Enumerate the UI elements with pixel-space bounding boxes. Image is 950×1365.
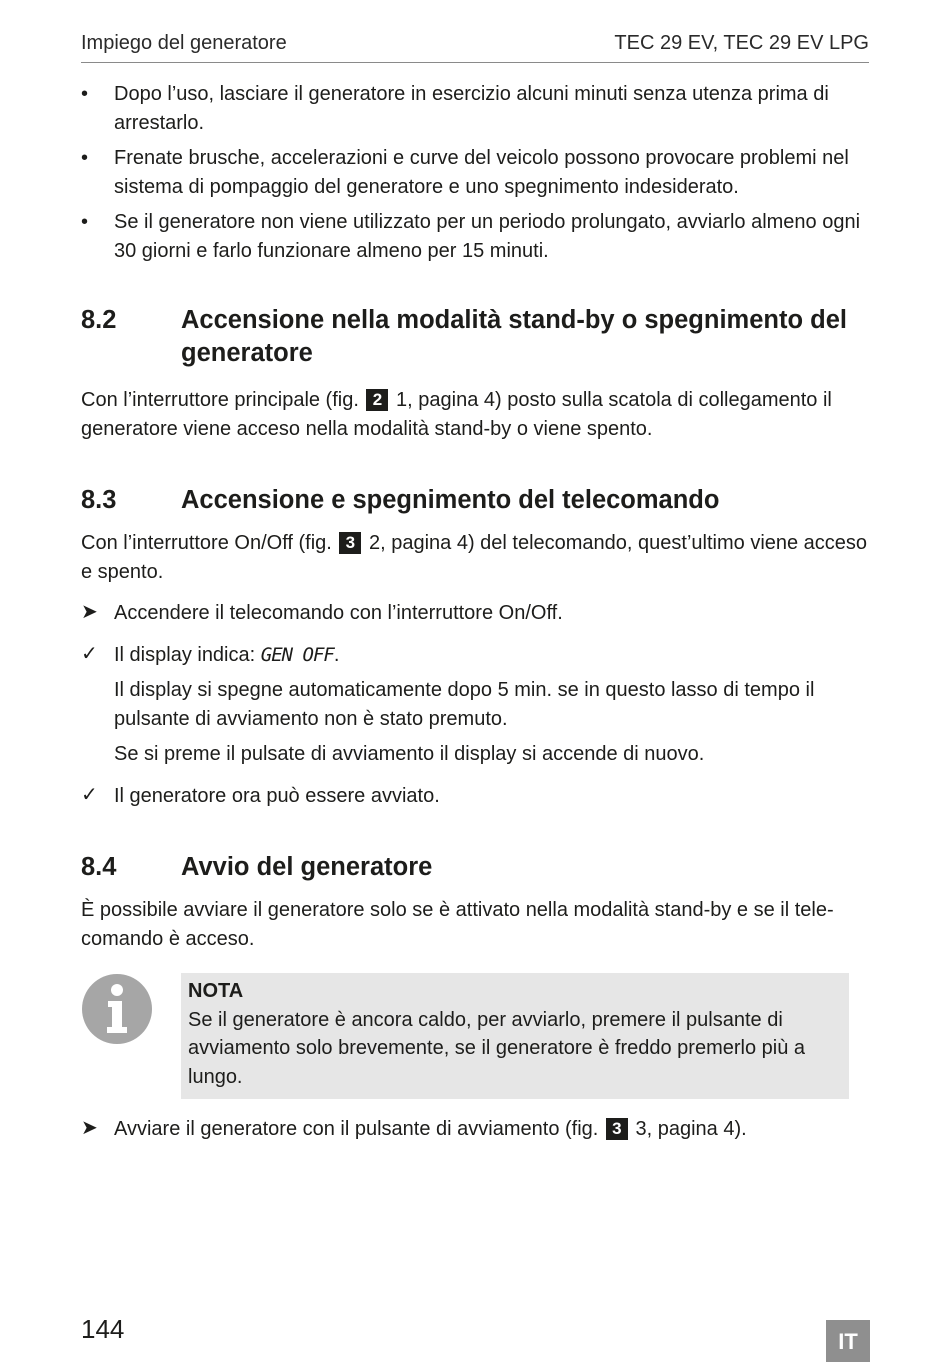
- list-item: [81, 144, 871, 201]
- section-heading-8-2: [81, 304, 871, 370]
- step-text-part: 3, pagina 4).: [635, 1118, 747, 1140]
- result-step: [81, 782, 871, 811]
- result-step: [81, 641, 871, 670]
- page-content: [81, 80, 871, 1144]
- paragraph-text: Con l’interruttore principale (fig.: [81, 389, 359, 411]
- paragraph-text: 2, pagina 4) del telecomando, quest’ultimo viene acceso e spento.: [81, 532, 868, 583]
- result-text: Il display indica:: [114, 643, 256, 666]
- bullet-text: Frenate brusche, accelerazioni e curve del veicolo possono provocare problemi nel sistema di pompaggio del generatore e uno spegnimento indesiderato.: [114, 147, 849, 198]
- bullet-mark: •: [81, 211, 89, 233]
- step-text: Il generatore ora può essere avviato.: [114, 784, 440, 807]
- result-detail: Il display si spegne automaticamente dopo 5 min. se in questo lasso di tempo il pulsante di avviamento non è stato premuto.: [114, 679, 815, 730]
- bullet-list: [81, 80, 871, 265]
- section-number: 8.4: [81, 853, 117, 881]
- section-title: Avvio del generatore: [181, 853, 433, 881]
- header-chapter: Impiego del generatore: [81, 32, 287, 54]
- page-header: [81, 30, 869, 63]
- arrow-icon: ➤: [81, 601, 98, 623]
- step-text: [114, 641, 871, 670]
- note-block: [81, 973, 871, 1099]
- paragraph-text: Con l’interruttore On/Off (fig.: [81, 532, 332, 554]
- note-title: NOTA: [188, 980, 244, 1002]
- note-box: [181, 973, 849, 1099]
- section-number: 8.3: [81, 486, 117, 514]
- action-step: [81, 599, 871, 628]
- language-tab: IT: [826, 1320, 870, 1362]
- bullet-mark: •: [81, 83, 89, 105]
- section-number: 8.2: [81, 306, 117, 334]
- bullet-mark: •: [81, 147, 89, 169]
- note-text: Se il generatore è ancora caldo, per avviarlo, premere il pulsante di avviamento solo brevemente, se il generatore è freddo premerlo più a lungo.: [188, 1008, 806, 1088]
- bullet-text: Dopo l’uso, lasciare il generatore in esercizio alcuni minuti senza utenza prima di arrestarlo.: [114, 83, 829, 134]
- figure-reference: 3: [606, 1118, 628, 1140]
- paragraph-text: 1, pagina 4) posto sulla scatola di collegamento il generatore viene acceso nella modalità stand-by o viene spento.: [81, 389, 832, 440]
- section-paragraph: È possibile avviare il generatore solo se è attivato nella modalità stand-by e se il tele-comando è acceso.: [81, 899, 834, 950]
- page-number: 144: [81, 1314, 125, 1344]
- list-item: [81, 80, 871, 137]
- step-text-part: Avviare il generatore con il pulsante di avviamento (fig.: [114, 1118, 599, 1140]
- step-text: [114, 1115, 871, 1144]
- figure-reference: 3: [339, 532, 361, 554]
- header-model: TEC 29 EV, TEC 29 EV LPG: [614, 32, 869, 54]
- checkmark-icon: ✓: [81, 642, 98, 665]
- list-item: [81, 208, 871, 265]
- section-title: Accensione nella modalità stand-by o spegnimento del generatore: [181, 306, 847, 367]
- step-text: Accendere il telecomando con l’interruttore On/Off.: [114, 602, 563, 624]
- result-text: .: [333, 643, 340, 666]
- figure-reference: 2: [366, 389, 388, 411]
- section-heading-8-4: [81, 851, 871, 884]
- arrow-icon: ➤: [81, 1117, 98, 1139]
- section-title: Accensione e spegnimento del telecomando: [181, 486, 720, 514]
- section-heading-8-3: [81, 484, 871, 517]
- checkmark-icon: ✓: [81, 783, 98, 806]
- info-icon: [81, 973, 153, 1045]
- bullet-text: Se il generatore non viene utilizzato per un periodo prolungato, avviarlo almeno ogni 30 giorni e farlo funzionare almeno per 15 minuti.: [114, 211, 861, 262]
- action-step: [81, 1115, 871, 1144]
- result-detail: Se si preme il pulsate di avviamento il display si accende di nuovo.: [114, 743, 705, 765]
- section-paragraph: [81, 529, 871, 586]
- section-paragraph: [81, 386, 871, 443]
- display-readout: GEN OFF: [260, 643, 334, 666]
